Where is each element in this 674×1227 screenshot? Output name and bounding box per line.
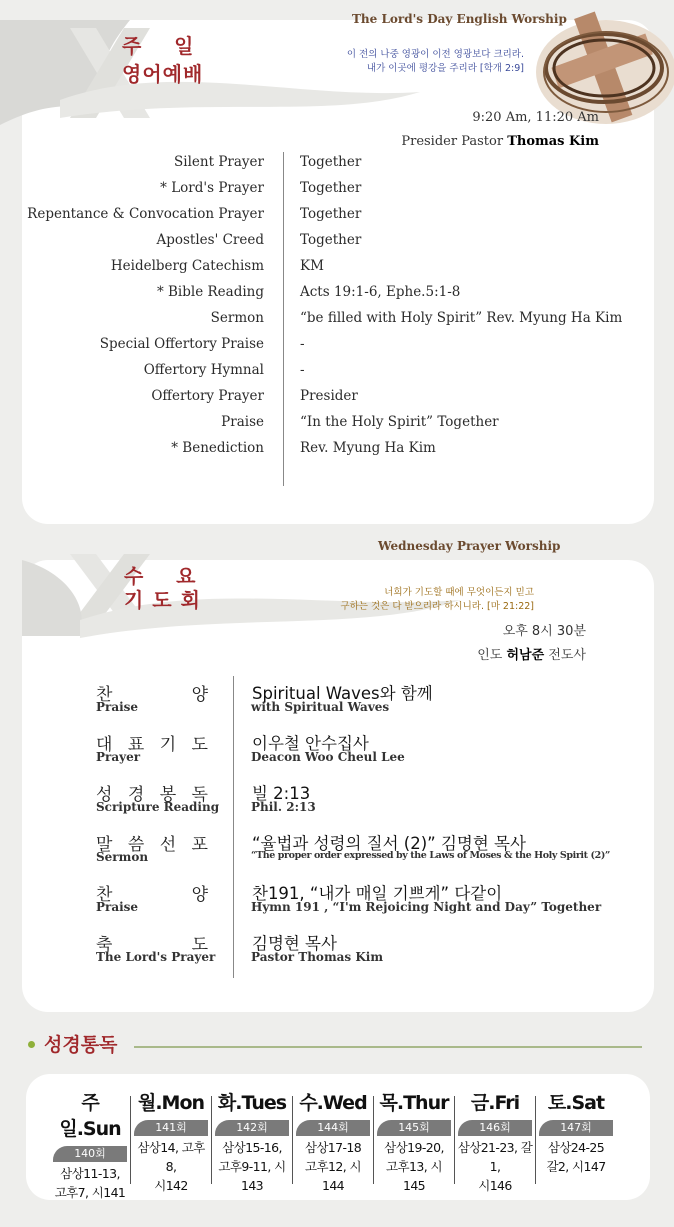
day-count-badge: 145회 bbox=[377, 1120, 451, 1136]
day-reading-line: 갈2, 시147 bbox=[546, 1159, 606, 1174]
leader-suffix: 전도사 bbox=[544, 648, 586, 663]
heading-rule bbox=[134, 1046, 642, 1048]
order-value: Rev. Myung Ha Kim bbox=[300, 440, 436, 456]
day-column bbox=[133, 1090, 209, 1195]
order-row bbox=[0, 362, 674, 388]
day-count-badge: 140회 bbox=[53, 1146, 127, 1162]
worship-item-english: Praise bbox=[96, 700, 139, 714]
day-column bbox=[457, 1090, 533, 1195]
sunday-presider bbox=[401, 134, 599, 149]
worship-row bbox=[0, 680, 674, 730]
worship-detail: Spiritual Waves와 함께 bbox=[252, 684, 433, 703]
order-row bbox=[0, 258, 674, 284]
day-separator bbox=[535, 1096, 536, 1184]
worship-item-char: 포 bbox=[191, 835, 208, 855]
day-reading-line: 삼상14, 고후8, bbox=[137, 1140, 205, 1174]
worship-row bbox=[0, 780, 674, 830]
day-reading bbox=[376, 1138, 452, 1195]
day-separator bbox=[211, 1096, 212, 1184]
day-reading-line: 삼상11-13, bbox=[60, 1166, 120, 1181]
day-name: 월.Mon bbox=[137, 1092, 205, 1114]
wednesday-korean-subtitle: 기 도 회 bbox=[124, 588, 201, 612]
day-reading-line: 시146 bbox=[478, 1178, 512, 1193]
worship-item-char: 대 bbox=[96, 735, 113, 755]
sunday-korean-title: 주 일 bbox=[122, 34, 195, 58]
worship-item-char: 찬 bbox=[96, 685, 113, 705]
order-label: Sermon bbox=[210, 310, 264, 326]
order-label: Offertory Hymnal bbox=[143, 362, 264, 378]
sunday-verse-line-1: 이 전의 나중 영광이 이전 영광보다 크리라. bbox=[346, 49, 524, 60]
wednesday-time: 오후 8시 30분 bbox=[502, 624, 586, 639]
day-reading bbox=[538, 1138, 614, 1176]
worship-item-char: 말 bbox=[96, 835, 113, 855]
order-value: Together bbox=[300, 154, 362, 170]
worship-item-char: 양 bbox=[191, 685, 208, 705]
order-label: * Lord's Prayer bbox=[160, 180, 264, 196]
day-reading-line: 고후9-11, 시143 bbox=[218, 1159, 286, 1193]
order-value: - bbox=[300, 362, 305, 378]
worship-item-char: 독 bbox=[191, 785, 208, 805]
day-reading-line: 고후13, 시145 bbox=[386, 1159, 442, 1193]
day-reading bbox=[295, 1138, 371, 1195]
order-value: Together bbox=[300, 232, 362, 248]
day-count-badge: 146회 bbox=[458, 1120, 532, 1136]
worship-item-english: Scripture Reading bbox=[96, 800, 220, 814]
day-column bbox=[52, 1090, 128, 1202]
day-reading bbox=[133, 1138, 209, 1195]
day-name: 수.Wed bbox=[299, 1092, 367, 1114]
day-count-badge: 141회 bbox=[134, 1120, 208, 1136]
day-separator bbox=[130, 1096, 131, 1184]
day-reading bbox=[214, 1138, 290, 1195]
day-separator bbox=[373, 1096, 374, 1184]
day-column bbox=[214, 1090, 290, 1195]
day-name: 목.Thur bbox=[379, 1092, 449, 1114]
presider-name: Thomas Kim bbox=[507, 134, 599, 149]
order-value: - bbox=[300, 336, 305, 352]
order-row bbox=[0, 206, 674, 232]
order-label: Offertory Prayer bbox=[151, 388, 264, 404]
day-column bbox=[376, 1090, 452, 1195]
worship-item-char: 찬 bbox=[96, 885, 113, 905]
worship-item-char: 선 bbox=[159, 835, 177, 855]
worship-item-char: 도 bbox=[191, 935, 208, 955]
worship-item-char: 기 bbox=[159, 735, 177, 755]
worship-detail: 이우철 안수집사 bbox=[252, 734, 369, 753]
order-row bbox=[0, 232, 674, 258]
worship-detail: “율법과 성령의 질서 (2)” 김명현 목사 bbox=[252, 834, 526, 853]
day-column bbox=[295, 1090, 371, 1195]
order-row bbox=[0, 284, 674, 310]
worship-detail-english: with Spiritual Waves bbox=[251, 700, 390, 714]
worship-item-char: 양 bbox=[191, 885, 208, 905]
leader-prefix: 인도 bbox=[477, 648, 507, 663]
order-row bbox=[0, 388, 674, 414]
worship-row bbox=[0, 830, 674, 880]
day-separator bbox=[292, 1096, 293, 1184]
worship-item-char: 표 bbox=[127, 735, 145, 755]
day-reading-line: 삼상24-25 bbox=[547, 1140, 605, 1155]
day-separator bbox=[454, 1096, 455, 1184]
day-reading bbox=[52, 1164, 128, 1202]
order-label: Heidelberg Catechism bbox=[110, 258, 264, 274]
worship-item-english: Prayer bbox=[96, 750, 141, 764]
day-reading-line: 고후12, 시144 bbox=[305, 1159, 361, 1193]
order-row bbox=[0, 310, 674, 336]
order-value: “In the Holy Spirit” Together bbox=[300, 414, 499, 430]
worship-item-char: 성 bbox=[96, 785, 113, 805]
order-row bbox=[0, 440, 674, 466]
sunday-korean-subtitle: 영어예배 bbox=[122, 62, 204, 86]
worship-detail: 빌 2:13 bbox=[252, 784, 311, 803]
worship-detail-english: Deacon Woo Cheul Lee bbox=[251, 750, 405, 764]
worship-detail-english: Pastor Thomas Kim bbox=[251, 950, 384, 964]
worship-item-char: 축 bbox=[96, 935, 113, 955]
day-reading-line: 고후7, 시141 bbox=[54, 1185, 126, 1200]
worship-detail-english: Phil. 2:13 bbox=[251, 800, 316, 814]
day-reading-line: 삼상15-16, bbox=[222, 1140, 282, 1155]
worship-detail-english: “The proper order expressed by the Laws of Moses & the Holy Spirit (2)” bbox=[251, 850, 610, 861]
worship-item-english: Praise bbox=[96, 900, 139, 914]
worship-item-char: 경 bbox=[127, 785, 145, 805]
presider-label: Presider Pastor bbox=[401, 134, 508, 149]
sunday-time: 9:20 Am, 11:20 Am bbox=[472, 110, 599, 125]
sunday-verse-line-2: 내가 이곳에 평강을 주리라 [학개 2:9] bbox=[366, 63, 524, 74]
order-value: Presider bbox=[300, 388, 358, 404]
order-value: Acts 19:1-6, Ephe.5:1-8 bbox=[300, 284, 461, 300]
worship-item-char: 씀 bbox=[127, 835, 145, 855]
worship-item-english: Sermon bbox=[96, 850, 149, 864]
order-value: Together bbox=[300, 206, 362, 222]
worship-row bbox=[0, 930, 674, 980]
order-label: Praise bbox=[221, 414, 264, 430]
worship-detail: 김명현 목사 bbox=[252, 934, 337, 953]
order-label: Apostles' Creed bbox=[156, 232, 264, 248]
sunday-english-title: The Lord's Day English Worship bbox=[352, 12, 567, 26]
order-label: * Bible Reading bbox=[156, 284, 264, 300]
day-column bbox=[538, 1090, 614, 1176]
worship-item-english: The Lord's Prayer bbox=[96, 950, 216, 964]
day-name: 금.Fri bbox=[470, 1092, 520, 1114]
day-reading-line: 삼상21-23, 갈1, bbox=[457, 1140, 533, 1174]
wednesday-verse-line-2: 구하는 것은 다 받으리라 하시니라. [마 21:22] bbox=[340, 601, 534, 612]
day-count-badge: 144회 bbox=[296, 1120, 370, 1136]
wednesday-verse-line-1: 너희가 기도할 때에 무엇이든지 믿고 bbox=[384, 587, 534, 598]
day-name: 주일.Sun bbox=[59, 1092, 121, 1140]
order-label: Repentance & Convocation Prayer bbox=[27, 206, 264, 222]
bullet-dot-icon bbox=[28, 1041, 35, 1048]
order-label: Special Offertory Praise bbox=[99, 336, 264, 352]
day-name: 토.Sat bbox=[547, 1092, 605, 1114]
wednesday-english-title: Wednesday Prayer Worship bbox=[378, 539, 561, 553]
order-row bbox=[0, 180, 674, 206]
day-count-badge: 147회 bbox=[539, 1120, 613, 1136]
bible-reading-heading: 성경통독 bbox=[44, 1034, 118, 1056]
worship-item-char: 봉 bbox=[159, 785, 177, 805]
wednesday-leader bbox=[477, 644, 586, 663]
order-row bbox=[0, 336, 674, 362]
order-value: KM bbox=[300, 258, 324, 274]
wednesday-verse bbox=[214, 586, 534, 614]
day-name: 화.Tues bbox=[217, 1092, 287, 1114]
wednesday-korean-title: 수 요 bbox=[124, 564, 197, 588]
day-reading bbox=[457, 1138, 533, 1195]
order-value: Together bbox=[300, 180, 362, 196]
day-reading-line: 시142 bbox=[154, 1178, 188, 1193]
day-count-badge: 142회 bbox=[215, 1120, 289, 1136]
day-reading-line: 삼상17-18 bbox=[304, 1140, 362, 1155]
leader-name: 허남준 bbox=[506, 648, 545, 663]
worship-detail-english: Hymn 191 , “I'm Rejoicing Night and Day” Together bbox=[251, 900, 602, 914]
order-label: * Benediction bbox=[171, 440, 264, 456]
worship-row bbox=[0, 880, 674, 930]
order-row bbox=[0, 414, 674, 440]
order-label: Silent Prayer bbox=[174, 154, 264, 170]
day-reading-line: 삼상19-20, bbox=[384, 1140, 444, 1155]
worship-detail: 찬191, “내가 매일 기쁘게” 다같이 bbox=[252, 884, 503, 903]
worship-row bbox=[0, 730, 674, 780]
sunday-verse bbox=[224, 48, 524, 76]
order-value: “be filled with Holy Spirit” Rev. Myung Ha Kim bbox=[300, 310, 623, 326]
order-row bbox=[0, 154, 674, 180]
worship-item-char: 도 bbox=[191, 735, 208, 755]
